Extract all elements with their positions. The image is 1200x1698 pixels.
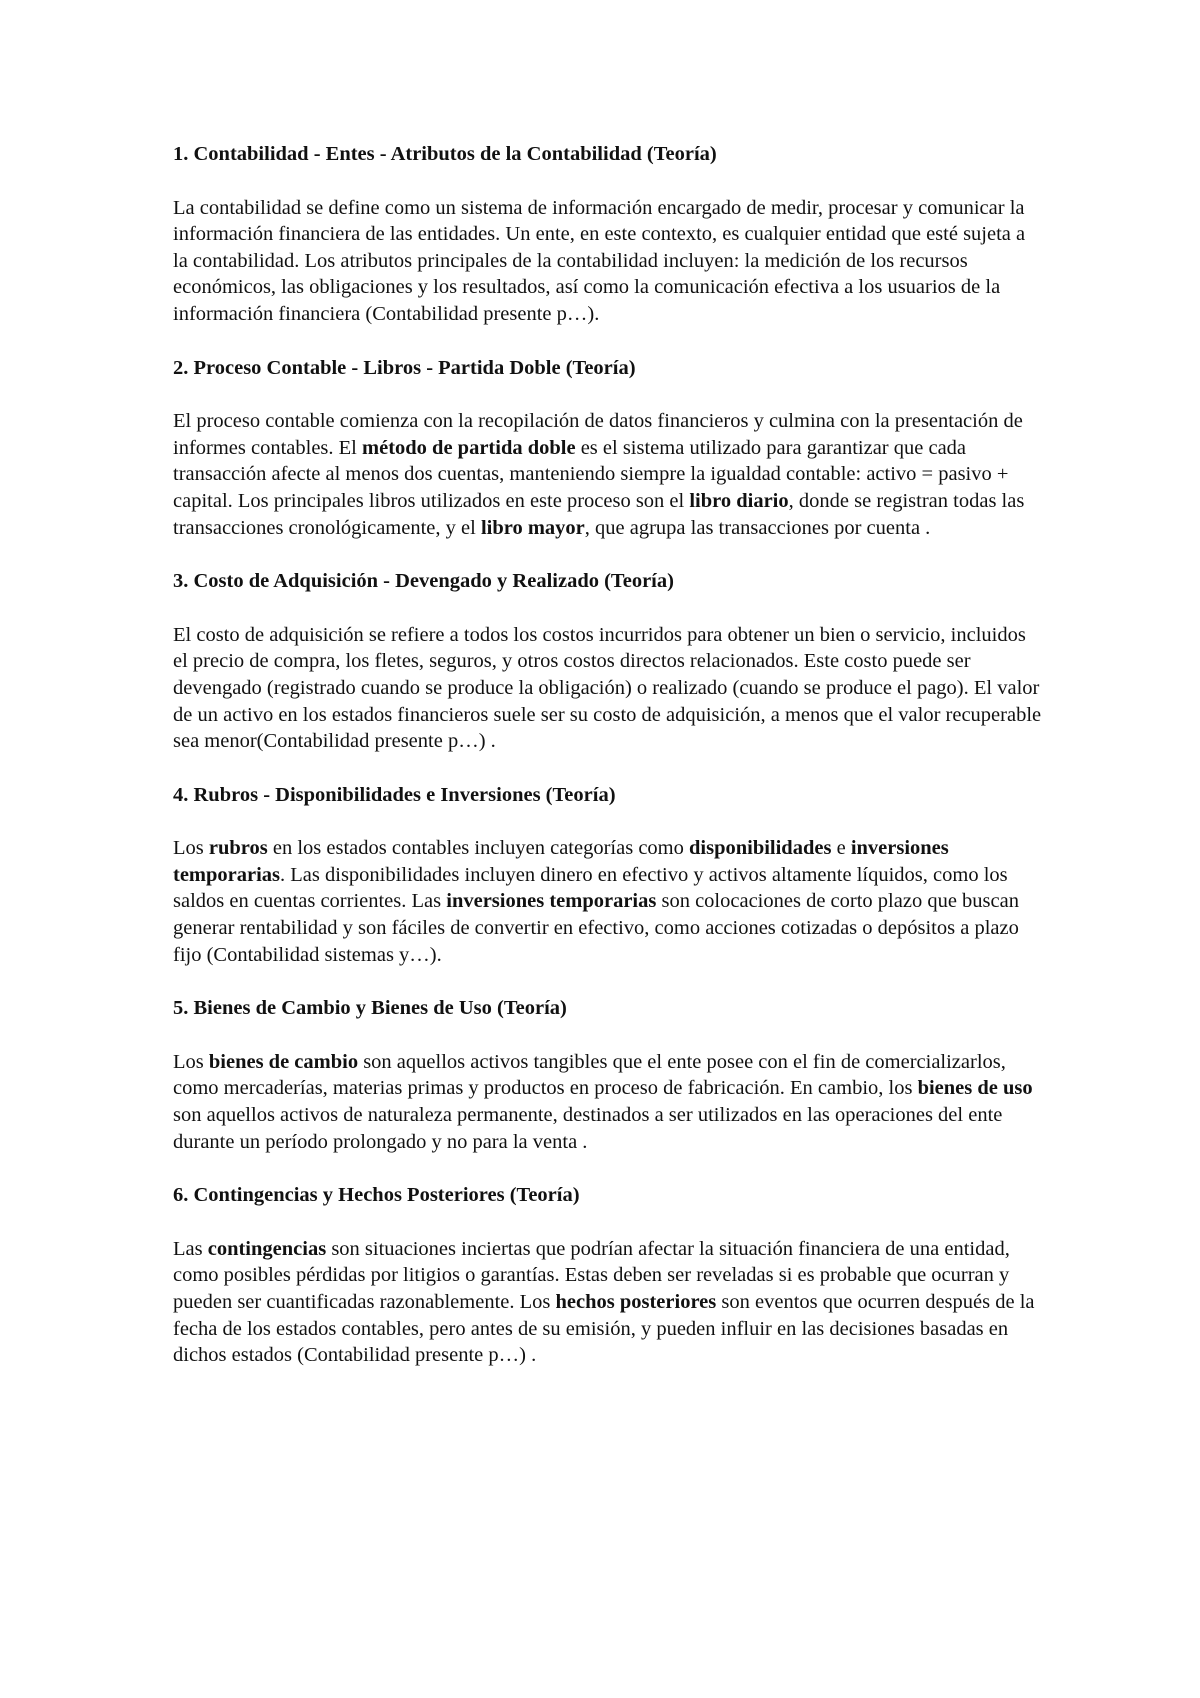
section-heading: 2. Proceso Contable - Libros - Partida Doble (Teoría) [173,356,636,379]
section-6 [173,1182,1043,1369]
bold-term: libro mayor [480,516,585,539]
text-run: son eventos que ocurren después de la fecha de los estados contables, pero antes de su emisión, y pueden influir en las decisiones basadas en dichos estados (Contabilidad presente p…) . [173,1291,1035,1367]
section-paragraph [173,1236,1043,1369]
section-heading: 3. Costo de Adquisición - Devengado y Realizado (Teoría) [173,570,674,593]
text-run: son aquellos activos tangibles que el ente posee con el fin de comercializarlos, como mercaderías, materias primas y productos en proceso de fabricación. En cambio, los [173,1050,1006,1100]
text-run: , donde se registran todas las transacciones cronológicamente, y el [173,489,1025,539]
text-run: El proceso contable comienza con la recopilación de datos financieros y culmina con la presentación de informes contables. El [173,410,1023,459]
section-4 [173,782,1043,969]
text-run: . Las disponibilidades incluyen dinero en efectivo y activos altamente líquidos, como los saldos en cuentas corrientes. Las [173,863,1008,913]
section-paragraph [173,195,1043,328]
text-run: es el sistema utilizado para garantizar que cada transacción afecte al menos dos cuentas, manteniendo siempre la igualdad contable: activo = pasivo + capital. Los principales libros utilizados en este proceso son el [173,436,1009,512]
text-run: El costo de adquisición se refiere a todos los costos incurridos para obtener un bien o servicio, incluidos el precio de compra, los fletes, seguros, y otros costos directos relacionados. Este costo puede ser devengado (registrado cuando se produce la obligación) o realizado (cuando se produce el pago). El valor de un activo en los estados financieros suele ser su costo de adquisición, a menos que el valor recuperable sea menor(Contabilidad presente p…) . [173,623,1042,753]
text-run: Los [173,1050,209,1073]
section-1 [173,141,1043,328]
text-run: son colocaciones de corto plazo que buscan generar rentabilidad y son fáciles de convertir en efectivo, como acciones cotizadas o depósitos a plazo fijo (Contabilidad sistemas y…). [173,890,1019,966]
section-paragraph [173,835,1043,968]
document-page [173,141,1043,1396]
bold-term: rubros [208,837,268,860]
section-paragraph [173,1049,1043,1155]
text-run: en los estados contables incluyen categorías como [267,837,689,860]
text-run: Las [173,1237,208,1260]
bold-term: bienes de uso [917,1077,1033,1100]
text-run: La contabilidad se define como un sistema de información encargado de medir, procesar y comunicar la información financiera de las entidades. Un ente, en este contexto, es cualquier entidad que esté sujeta a la contabilidad. Los atributos principales de la contabilidad incluyen: la medición de los recursos económicos, las obligaciones y los resultados, así como la comunicación efectiva a los usuarios de la información financiera (Contabilidad presente p…). [173,196,1026,325]
bold-term: hechos posteriores [555,1291,717,1313]
section-heading: 1. Contabilidad - Entes - Atributos de la Contabilidad (Teoría) [173,143,717,165]
section-5 [173,995,1043,1155]
section-heading: 4. Rubros - Disponibilidades e Inversiones (Teoría) [173,783,616,806]
text-run: son aquellos activos de naturaleza permanente, destinados a ser utilizados en las operaciones del ente durante un período prolongado y no para la venta . [173,1104,1003,1153]
section-heading: 5. Bienes de Cambio y Bienes de Uso (Teoría) [173,997,567,1020]
text-run: , que agrupa las transacciones por cuenta . [584,516,931,539]
section-paragraph [173,408,1043,541]
text-run: son situaciones inciertas que podrían afectar la situación financiera de una entidad, como posibles pérdidas por litigios o garantías. Estas deben ser reveladas si es probable que ocurran y pueden ser cuantificadas razonablemente. Los [173,1237,1010,1313]
bold-term: bienes de cambio [208,1050,359,1073]
text-run: e [831,837,851,860]
section-2 [173,355,1043,542]
bold-term: contingencias [207,1237,327,1260]
bold-term: inversiones temporarias [173,837,949,886]
section-paragraph [173,622,1043,755]
text-run: Los [173,837,209,860]
bold-term: disponibilidades [689,837,832,860]
bold-term: inversiones temporarias [446,890,657,913]
section-3 [173,568,1043,755]
section-heading: 6. Contingencias y Hechos Posteriores (Teoría) [173,1184,580,1207]
bold-term: método de partida doble [362,436,576,459]
bold-term: libro diario [689,489,789,512]
